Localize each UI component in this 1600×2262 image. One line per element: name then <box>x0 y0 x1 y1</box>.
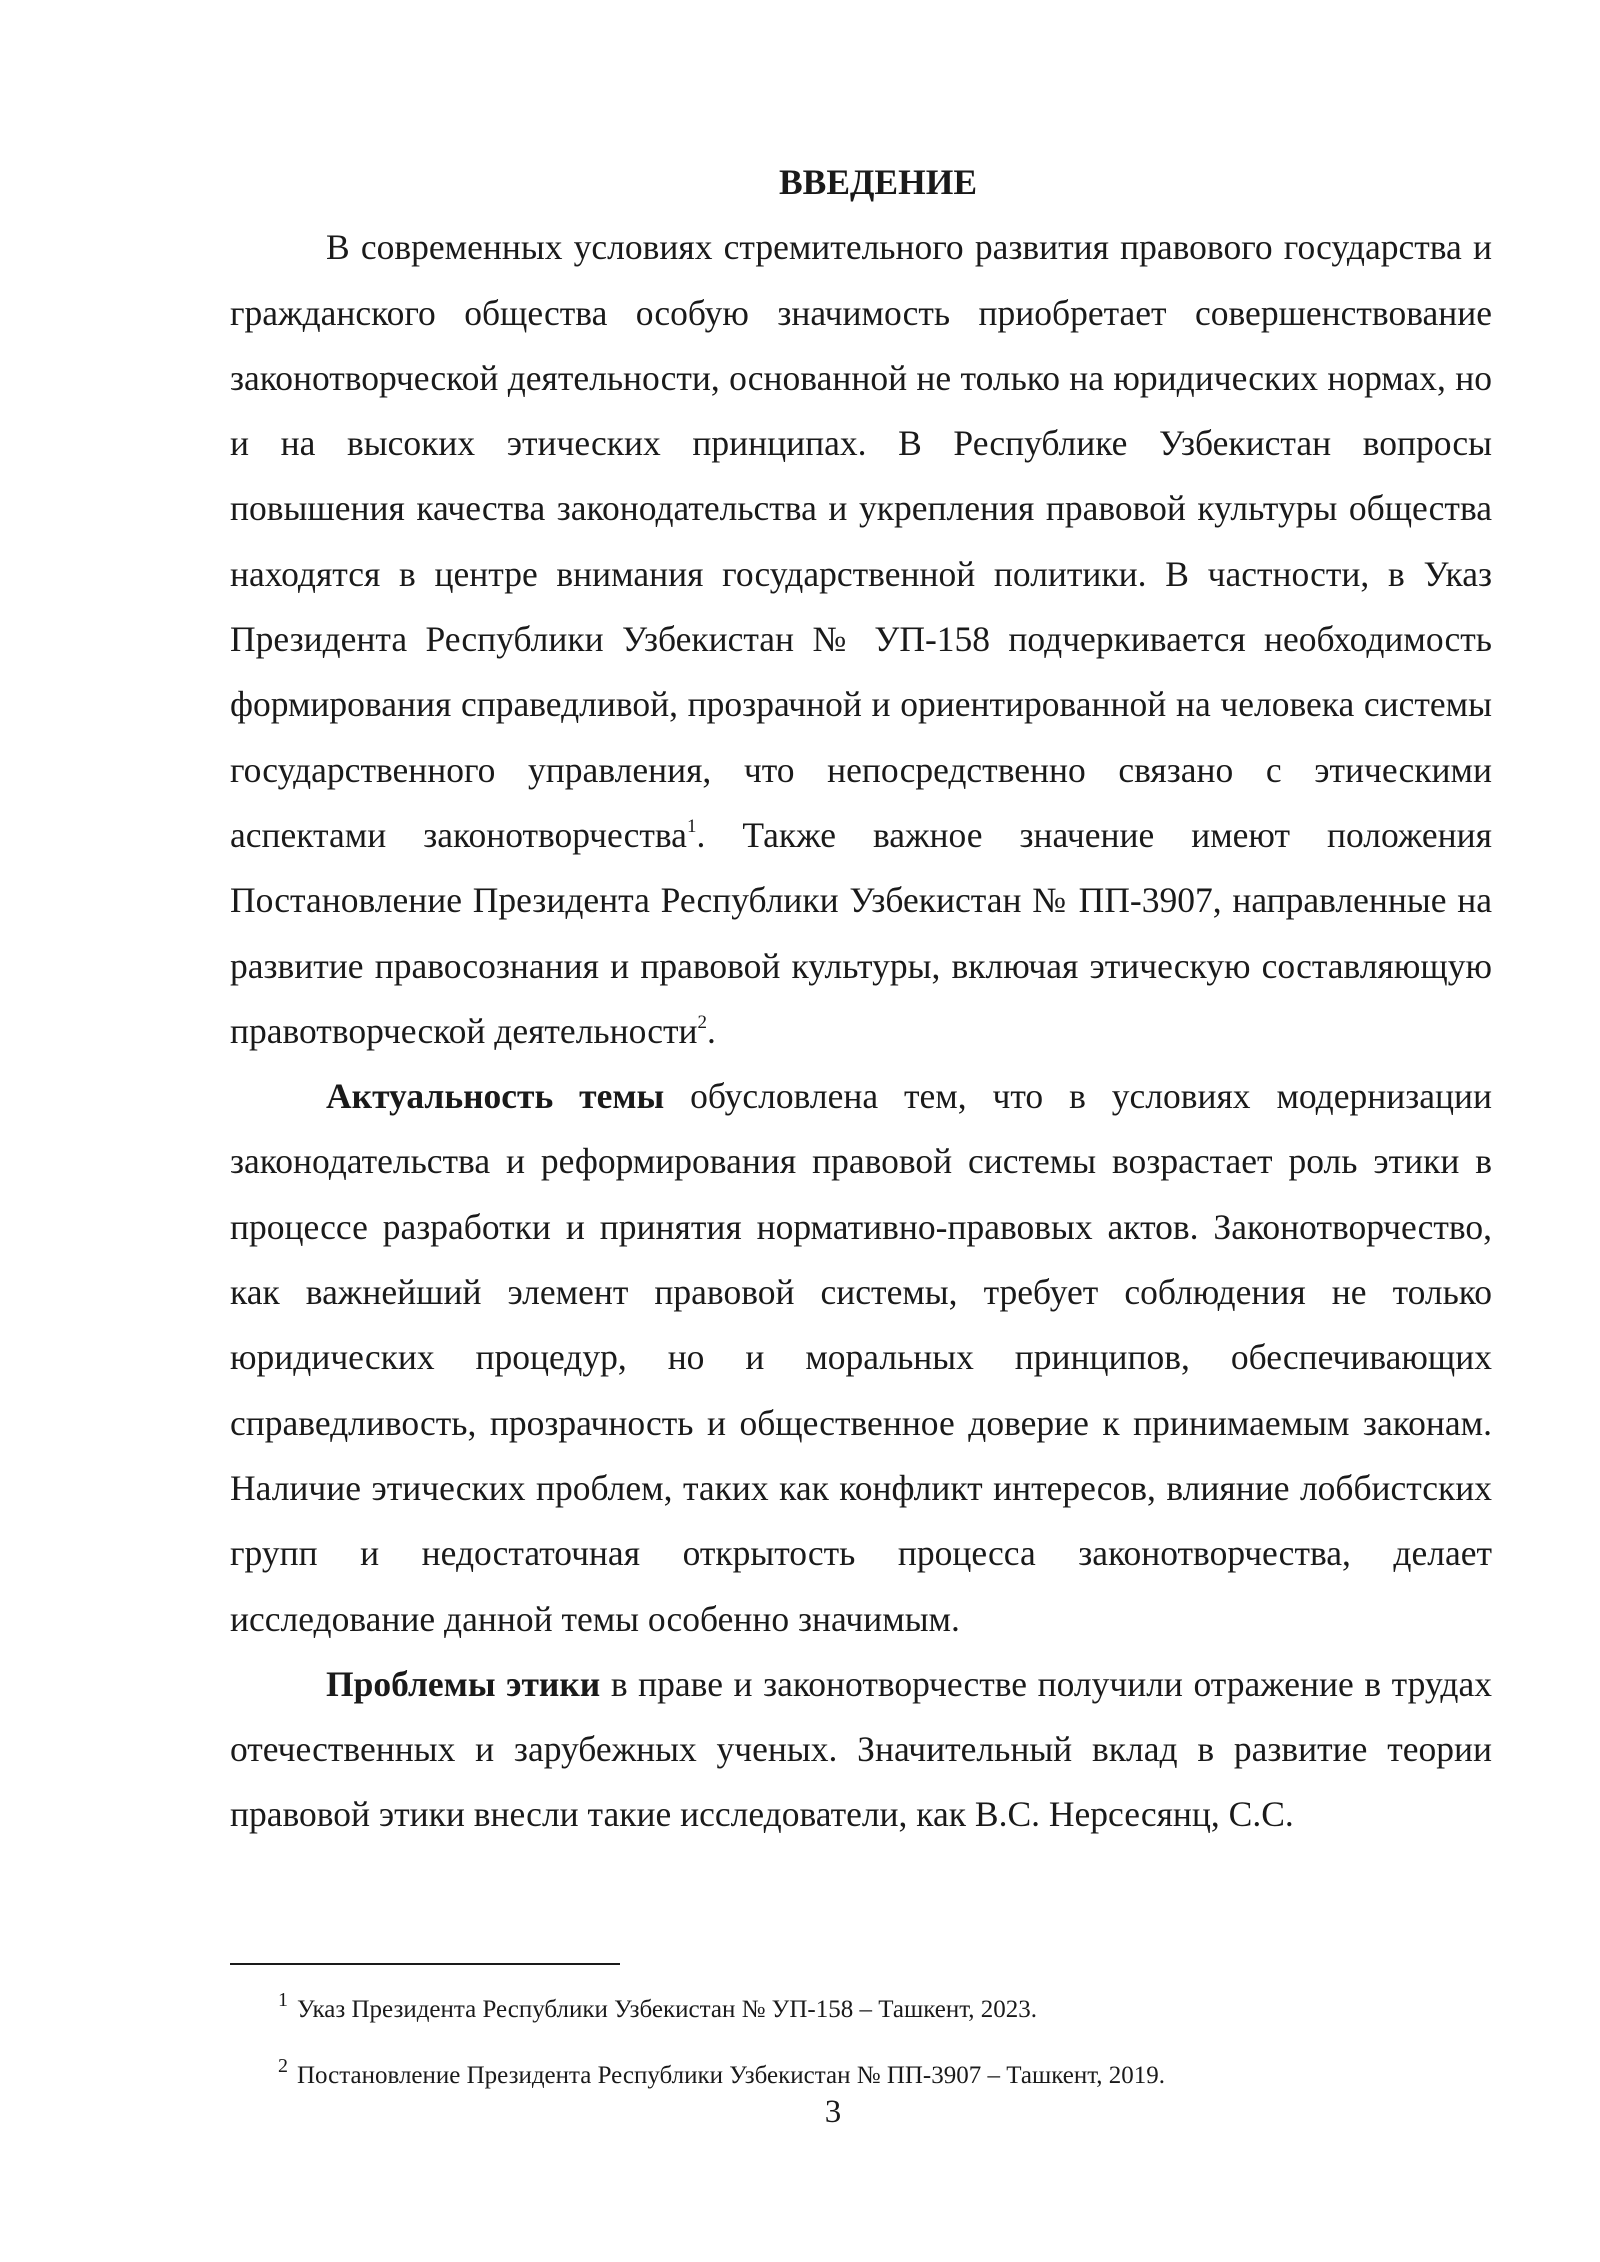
paragraph-relevance-text: обусловлена тем, что в условиях модернизации законодательства и реформирования правовой системы возрастает роль этики в процессе разработки и принятия нормативно-правовых актов. Законотворчество, как важнейший элемент правовой системы, требует соблюдения не только юридических процедур, но и моральных принципов, обеспечивающих справедливость, прозрачность и общественное доверие к принимаемым законам. Наличие этических проблем, таких как конфликт интересов, влияние лоббистских групп и недостаточная открытость процесса законотворчества, делает исследование данной темы особенно значимым. <box>230 1076 1492 1639</box>
main-text <box>230 150 1492 1848</box>
paragraph-ethics-problems-lead: Проблемы этики <box>326 1663 601 1704</box>
paragraph-ethics-problems <box>230 1652 1492 1848</box>
footnote-separator <box>230 1963 620 1965</box>
paragraph-introduction-text-1: В современных условиях стремительного развития правового государства и гражданского общества особую значимость приобретает совершенствование законотворческой деятельности, основанной не только на юридических нормах, но и на высоких этических принципах. В Республике Узбекистан вопросы повышения качества законодательства и укрепления правовой культуры общества находятся в центре внимания государственной политики. В частности, в Указ Президента Республики Узбекистан № УП-158 подчеркивается необходимость формирования справедливой, прозрачной и ориентированной на человека системы государственного управления, что непосредственно связано с этическими аспектами законотворчества <box>230 227 1492 855</box>
footnote-2-number: 2 <box>278 2055 288 2077</box>
footnote-1 <box>278 1989 1488 2026</box>
paragraph-relevance <box>230 1064 1492 1652</box>
paragraph-introduction-text-2: . Также важное значение имеют положения Постановление Президента Республики Узбекистан № ПП-3907, направленные на развитие правосознания и правовой культуры, включая этическую составляющую правотворческой деятельности <box>230 814 1492 1051</box>
footnote-1-text: Указ Президента Республики Узбекистан № УП-158 – Ташкент, 2023. <box>297 1996 1038 2023</box>
section-heading: ВВЕДЕНИЕ <box>778 162 978 202</box>
page-number: 3 <box>824 2094 842 2130</box>
footnote-reference-2[interactable]: 2 <box>697 1011 707 1033</box>
footnote-reference-1[interactable]: 1 <box>686 815 697 837</box>
paragraph-relevance-lead: Актуальность темы <box>326 1076 665 1117</box>
footnote-1-number: 1 <box>278 1989 288 2011</box>
footnote-2-text: Постановление Президента Республики Узбекистан № ПП-3907 – Ташкент, 2019. <box>297 2062 1166 2089</box>
paragraph-introduction-text-3: . <box>707 1010 716 1051</box>
paragraph-ethics-problems-text: в праве и законотворчестве получили отражение в трудах отечественных и зарубежных ученых. Значительный вклад в развитие теории правовой этики внесли такие исследователи, как В.С. Нерсесянц, С.С. <box>230 1663 1492 1835</box>
footnote-2 <box>278 2055 1488 2092</box>
paragraph-introduction <box>230 215 1492 1064</box>
